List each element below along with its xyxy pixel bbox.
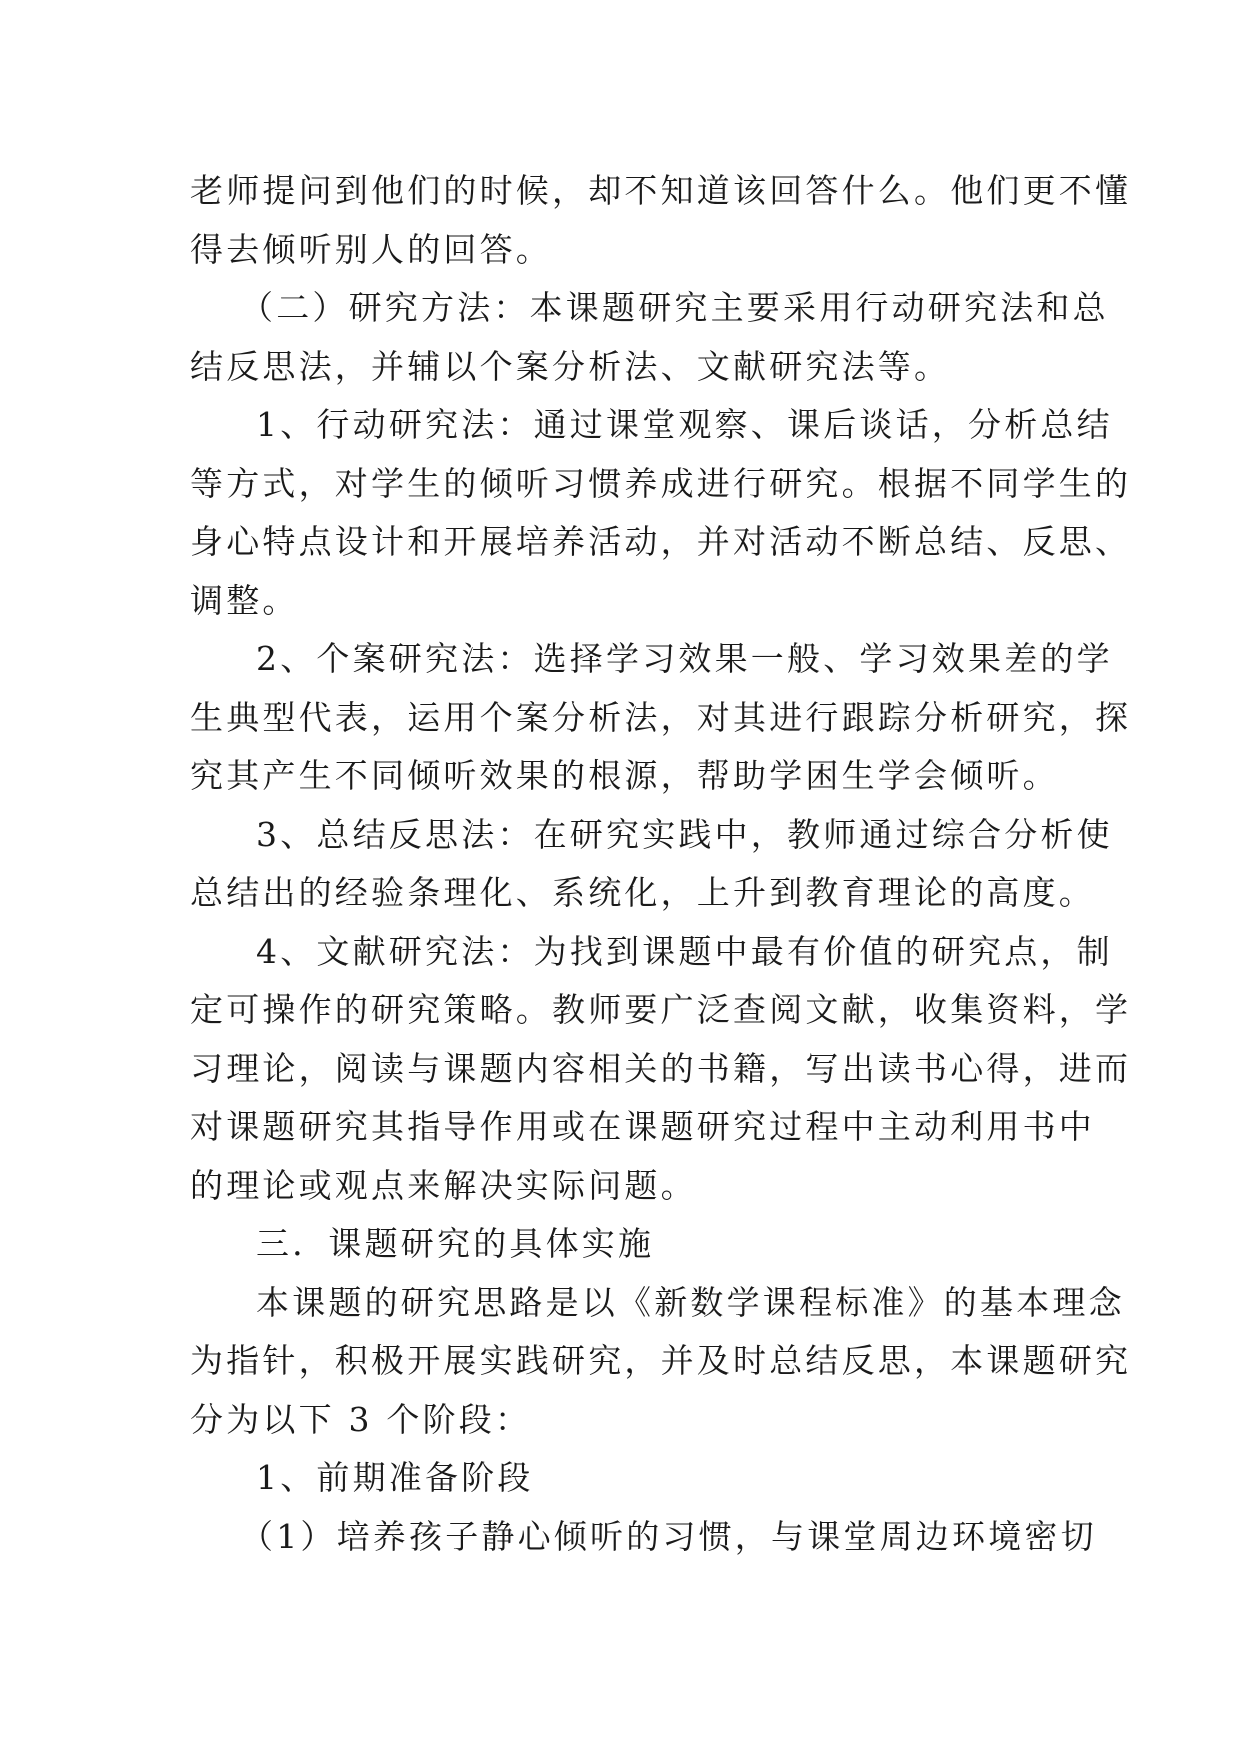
paragraph-line: 习理论，阅读与课题内容相关的书籍，写出读书心得，进而 — [190, 1048, 1132, 1088]
paragraph-line: 1、行动研究法：通过课堂观察、课后谈话，分析总结 — [256, 405, 1113, 444]
paragraph-line: 等方式，对学生的倾听习惯养成进行研究。根据不同学生的 — [190, 463, 1132, 503]
paragraph-line: 调整。 — [190, 580, 299, 620]
paragraph-line: 1、前期准备阶段 — [256, 1458, 534, 1497]
document-body — [190, 162, 1132, 1566]
paragraph-line: 本课题的研究思路是以《新数学课程标准》的基本理念 — [256, 1282, 1125, 1322]
paragraph-line: 生典型代表，运用个案分析法，对其进行跟踪分析研究，探 — [190, 697, 1132, 737]
paragraph-line: 老师提问到他们的时候，却不知道该回答什么。他们更不懂 — [190, 171, 1132, 210]
paragraph-line: 定可操作的研究策略。教师要广泛查阅文献，收集资料，学 — [190, 990, 1132, 1029]
paragraph-line: 总结出的经验条理化、系统化，上升到教育理论的高度。 — [190, 873, 1095, 912]
paragraph-line: 3、总结反思法：在研究实践中，教师通过综合分析使 — [256, 814, 1113, 854]
paragraph-line: 究其产生不同倾听效果的根源，帮助学困生学会倾听。 — [190, 756, 1059, 795]
paragraph-line: 为指针，积极开展实践研究，并及时总结反思，本课题研究 — [190, 1341, 1132, 1380]
paragraph-line: 4、文献研究法：为找到课题中最有价值的研究点，制 — [256, 931, 1113, 971]
paragraph-line: 得去倾听别人的回答。 — [190, 229, 552, 269]
paragraph-line: 的理论或观点来解决实际问题。 — [190, 1165, 697, 1205]
paragraph-line: 2、个案研究法：选择学习效果一般、学习效果差的学 — [256, 639, 1113, 678]
paragraph-line: （二）研究方法：本课题研究主要采用行动研究法和总 — [240, 288, 1109, 327]
paragraph-line: 分为以下 3 个阶段： — [190, 1399, 532, 1439]
paragraph-line: 身心特点设计和开展培养活动，并对活动不断总结、反思、 — [190, 522, 1132, 561]
paragraph-line: 对课题研究其指导作用或在课题研究过程中主动利用书中 — [190, 1107, 1095, 1146]
paragraph-line: 结反思法，并辅以个案分析法、文献研究法等。 — [190, 346, 951, 386]
paragraph-line: （1）培养孩子静心倾听的习惯，与课堂周边环境密切 — [240, 1516, 1097, 1556]
paragraph-line: 三．课题研究的具体实施 — [256, 1224, 655, 1263]
